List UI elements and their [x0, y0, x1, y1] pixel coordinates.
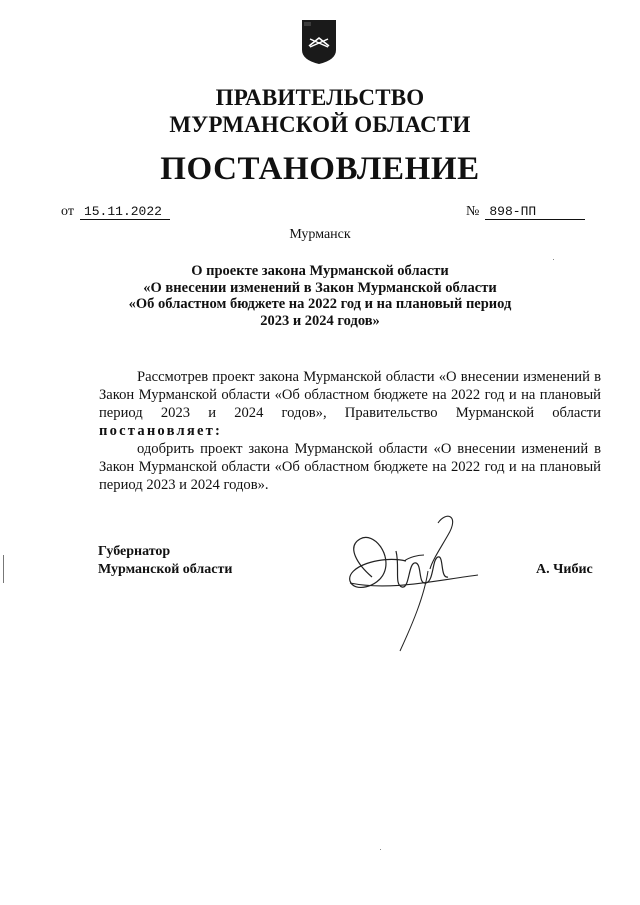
government-title [0, 84, 640, 138]
subject-line: «О внесении изменений в Закон Мурманской области [143, 279, 497, 296]
signatory-position-line2: Мурманской области [98, 562, 233, 577]
signatory-name: А. Чибис [536, 562, 593, 577]
body-paragraph-2: одобрить проект закона Мурманской области «О внесении изменений в Закон Мурманской области «Об областном бюджете на 2022 год и на плановый период 2023 и 2024 годов». [99, 441, 601, 493]
body-paragraph-1-text: Рассмотрев проект закона Мурманской области «О внесении изменений в Закон Мурманской области «Об областном бюджете на 2022 год и на плановый период 2023 и 2024 годов», Правительство Мурманской области [99, 369, 601, 421]
date-field [61, 203, 170, 221]
subject-line: «Об областном бюджете на 2022 год и на плановый период [128, 296, 512, 312]
signatory-position-line1: Губернатор [98, 544, 171, 559]
subject-line: 2023 и 2024 годов» [260, 312, 380, 329]
date-value: 15.11.2022 [80, 204, 170, 220]
city: Мурманск [289, 227, 351, 242]
number-prefix: № [466, 204, 480, 219]
handwritten-signature-icon [340, 505, 480, 655]
date-prefix: от [61, 204, 74, 219]
decree-word: постановляет: [99, 423, 223, 439]
document-body [99, 368, 601, 494]
scan-artifact [553, 259, 554, 260]
scan-artifact [380, 849, 381, 850]
number-field [466, 203, 585, 221]
body-paragraph-1 [99, 368, 601, 440]
document-subject [120, 263, 520, 329]
government-title-line2: МУРМАНСКОЙ ОБЛАСТИ [169, 112, 471, 137]
government-title-line1: ПРАВИТЕЛЬСТВО [215, 85, 425, 110]
document-type: ПОСТАНОВЛЕНИЕ [160, 151, 480, 187]
scan-margin-mark [3, 555, 4, 583]
signatory-position [98, 543, 232, 579]
coat-of-arms-emblem-icon [300, 18, 338, 66]
subject-line: О проекте закона Мурманской области [191, 263, 449, 279]
number-value: 898-ПП [485, 204, 585, 220]
